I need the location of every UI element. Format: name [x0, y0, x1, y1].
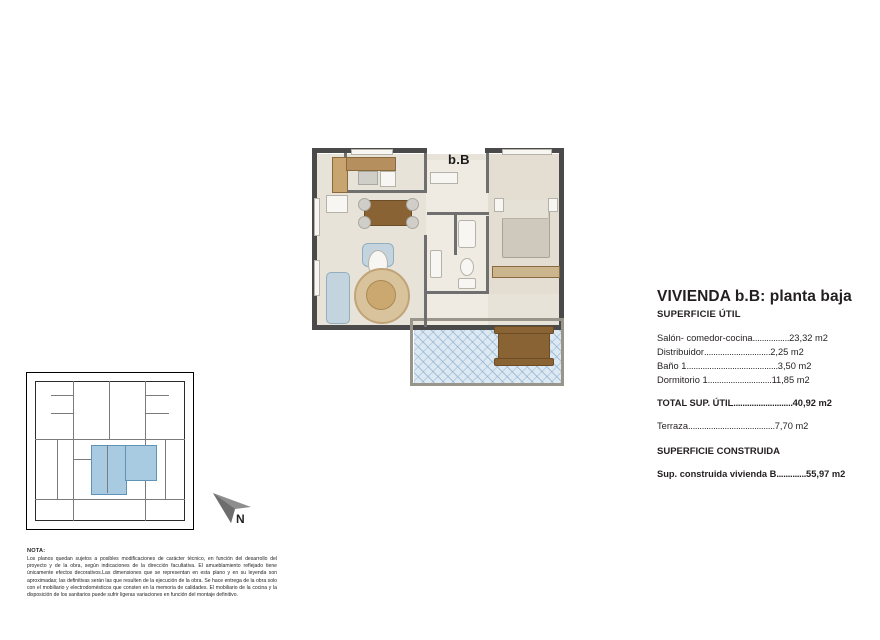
info-panel: [657, 288, 872, 481]
keyplan-line: [35, 499, 185, 500]
area-value: 3,50 m2: [777, 361, 812, 371]
built-dots: .............: [776, 469, 807, 479]
partition-kitchen: [344, 190, 427, 193]
useful-area-heading: SUPERFICIE ÚTIL: [657, 309, 741, 320]
total-dots: ..........................: [733, 398, 793, 408]
terrace-edge-top: [410, 318, 564, 321]
keyplan-highlight-terrace: [125, 445, 157, 481]
keyplan-line: [35, 520, 185, 521]
keyplan-line: [51, 395, 73, 396]
terrace-edge-right: [561, 318, 564, 386]
area-dots: .............................: [704, 347, 771, 357]
built-label: Sup. construida vivienda B: [657, 469, 777, 479]
built-area-heading: SUPERFICIE CONSTRUIDA: [657, 446, 780, 457]
keyplan-line: [184, 381, 185, 521]
hall-floor: [426, 160, 488, 325]
nightstand-right: [548, 198, 558, 212]
area-dots: ................: [752, 333, 790, 343]
wardrobe: [492, 266, 560, 278]
dining-chair-3: [406, 198, 419, 211]
kitchen-hob: [358, 171, 378, 185]
wall-right: [559, 148, 564, 330]
partition-hall-left-lower: [424, 235, 427, 327]
area-row: [657, 331, 872, 345]
wall-left: [312, 148, 317, 330]
keyplan-line: [57, 439, 58, 499]
window-bedroom-top: [502, 149, 552, 155]
terrace-edge-bottom: [410, 383, 564, 386]
terrace-dots: ......................................: [688, 421, 775, 431]
key-plan: [26, 372, 194, 530]
partition-bedroom-upper: [486, 153, 489, 193]
window-top: [351, 149, 393, 155]
terrace-value: 7,70 m2: [774, 421, 809, 431]
terrace-label: Terraza: [657, 421, 688, 431]
note-title: NOTA:: [27, 548, 46, 554]
area-dots: ........................................: [686, 361, 778, 371]
keyplan-highlight-unit: [91, 445, 127, 495]
floor-plan: [306, 140, 579, 390]
total-value: 40,92 m2: [792, 398, 832, 408]
kitchen-fridge: [326, 195, 348, 213]
terrace-edge-left: [410, 318, 413, 386]
hall-console: [430, 172, 458, 184]
area-value: 2,25 m2: [770, 347, 804, 357]
partition-hall-left-upper: [424, 153, 427, 193]
coffee-table: [366, 280, 396, 310]
area-row: [657, 345, 872, 359]
bath-sink: [458, 278, 476, 289]
page-title: VIVIENDA b.B: planta baja: [657, 288, 852, 305]
total-label: TOTAL SUP. ÚTIL: [657, 398, 734, 408]
keyplan-line: [109, 381, 110, 439]
bath-toilet: [460, 258, 474, 276]
nightstand-left: [494, 198, 504, 212]
terrace-bench-bottom: [494, 358, 554, 366]
keyplan-line: [51, 413, 73, 414]
kitchen-sink: [380, 171, 396, 187]
window-left-2: [314, 260, 320, 296]
sofa: [326, 272, 350, 324]
partition-bath-mid: [454, 215, 457, 255]
area-label: Distribuidor: [657, 347, 705, 357]
built-area-row: [657, 467, 872, 481]
area-label: Dormitorio 1: [657, 375, 708, 385]
keyplan-line: [107, 445, 108, 493]
area-label: Baño 1: [657, 361, 687, 371]
keyplan-line: [73, 381, 74, 521]
terrace-bench-top: [494, 326, 554, 334]
bed-pillows: [502, 200, 548, 219]
keyplan-line: [165, 439, 166, 499]
note-block: [27, 548, 277, 599]
dining-table: [364, 200, 412, 226]
total-useful-row: [657, 396, 872, 410]
keyplan-line: [145, 413, 169, 414]
hall-closet: [430, 250, 442, 278]
dining-chair-2: [358, 216, 371, 229]
keyplan-line: [35, 381, 36, 521]
partition-bath-bottom: [427, 291, 489, 294]
kitchen-counter-top: [346, 157, 396, 171]
terrace-row: [657, 419, 872, 433]
area-dots: ............................: [707, 375, 772, 385]
area-value: 11,85 m2: [771, 375, 810, 385]
area-row: [657, 359, 872, 373]
partition-bedroom-lower: [486, 216, 489, 294]
note-body: Los planos quedan sujetos a posibles modificaciones de carácter técnico, en función del desarrollo del proyecto y de la obra, según indicaciones de la dirección facultativa. El amueblamiento reflejado tiene únicamente efectos decorativos.Las dimensiones que se representan en esta plano y en su leyenda son aproximadas; las definitivas serán las que resulten de la ejecución de la obra. Se hace entrega de la obra solo con el mobiliario y electrodomésticos que consten en la memoria de calidades. El mobiliario de la cocina y la disposición de los sanitarios puede sufrir ligeras variaciones en función del montaje definitivo.: [27, 556, 277, 599]
window-left: [314, 198, 320, 236]
dining-chair-1: [358, 198, 371, 211]
terrace-table: [498, 332, 550, 360]
dwelling-label: b.B: [448, 152, 470, 167]
keyplan-line: [35, 381, 185, 382]
keyplan-line: [145, 395, 169, 396]
north-label: N: [236, 512, 245, 526]
partition-bath-top: [427, 212, 489, 215]
dining-chair-4: [406, 216, 419, 229]
bath-tub: [458, 220, 476, 248]
area-row: [657, 373, 872, 387]
area-value: 23,32 m2: [789, 333, 828, 343]
built-value: 55,97 m2: [806, 469, 846, 479]
area-label: Salón- comedor-cocina: [657, 333, 753, 343]
